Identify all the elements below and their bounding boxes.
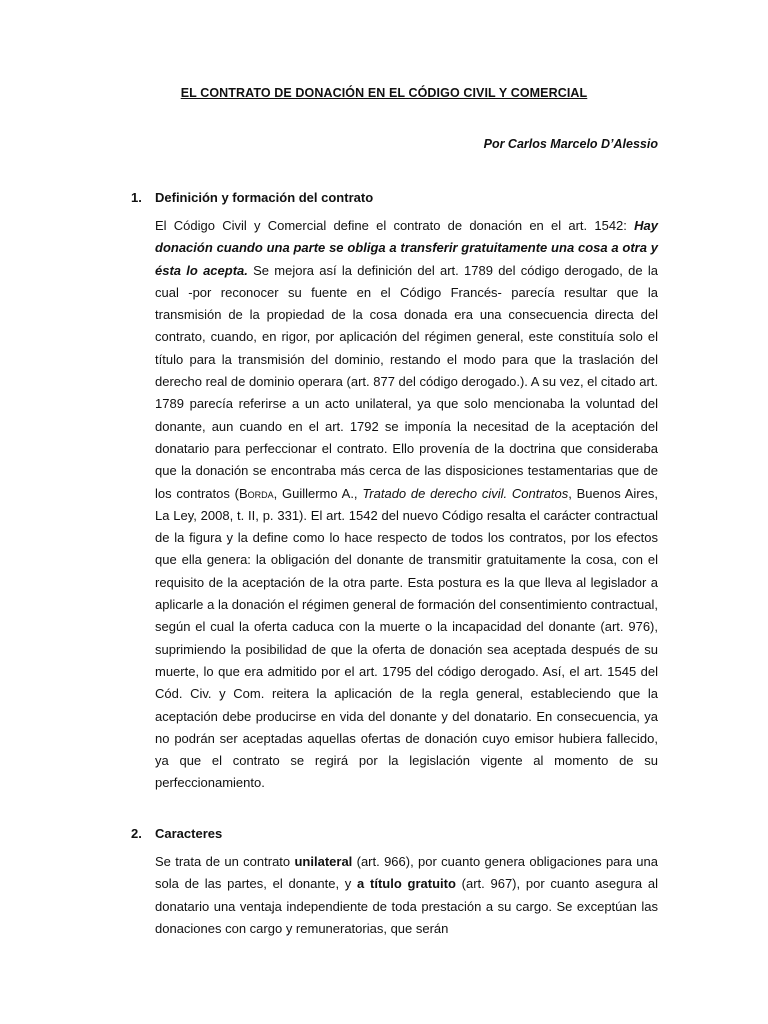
- section-title: Caracteres: [155, 826, 223, 841]
- paragraph-text: El Código Civil y Comercial define el contrato de donación en el art. 1542:: [155, 218, 635, 233]
- section-paragraph-2: [155, 851, 658, 940]
- paragraph-text: (art. 967), por cuanto asegura al donatario una ventaja independiente de toda prestación a su cargo. Se exceptúan las donaciones con cargo y remuneratorias, que serán: [155, 876, 658, 936]
- citation-author: Borda: [238, 485, 274, 501]
- document-title: EL CONTRATO DE DONACIÓN EN EL CÓDIGO CIVIL Y COMERCIAL: [180, 86, 588, 100]
- citation-work-title: Tratado de derecho civil. Contratos: [362, 485, 569, 501]
- section-heading-2: [131, 826, 222, 841]
- paragraph-text: Se mejora así la definición del art. 1789 del código derogado, de la cual -por reconocer su fuente en el Código Francés- parecía resultar que la transmisión de la propiedad de la cosa donada era una consecuencia directa del contrato, cuando, en rigor, por aplicación del régimen general, este constituía solo el título para la transmisión del dominio, restando el modo para que la traslación del derecho real de dominio operara (art. 877 del código derogado.). A su vez, el citado art. 1789 parecía referirse a un acto unilateral, ya que solo mencionaba la voluntad del donante, aun cuando en el art. 1792 se imponía la necesitad de la aceptación del donatario para perfeccionar el contrato. Ello provenía de la doctrina que consideraba que la donación se encontraba más cerca de las disposiciones testamentarias que de los contratos (: [155, 262, 658, 501]
- bold-term: unilateral: [294, 854, 353, 869]
- definition-quote: Hay donación cuando una parte se obliga a transferir gratuitamente una cosa a otra y ésta lo acepta.: [155, 218, 658, 278]
- bold-term: a título gratuito: [357, 876, 456, 892]
- section-paragraph-1: [155, 215, 658, 795]
- paragraph-text: (art. 966), por cuanto genera obligaciones para una sola de las partes, el donante, y: [155, 854, 658, 892]
- paragraph-text: , Guillermo A.,: [273, 485, 363, 501]
- paragraph-text: Se trata de un contrato: [155, 854, 295, 869]
- section-number: 2.: [131, 826, 142, 841]
- paragraph-text: , Buenos Aires, La Ley, 2008, t. II, p. 331). El art. 1542 del nuevo Código resalta el carácter contractual de la figura y la define como lo hace respecto de todos los contratos, por los efectos que ella genera: la obligación del donante de transmitir gratuitamente la cosa, con el requisito de la aceptación de la otra parte. Esta postura es la que lleva al legislador a aplicarle a la donación el régimen general de formación del consentimiento contractual, según el cual la oferta caduca con la muerte o la incapacidad del donante (art. 976), suprimiendo la posibilidad de que la oferta de donación sea aceptada después de su muerte, lo que era admitido por el art. 1795 del código derogado. Así, el art. 1545 del Cód. Civ. y Com. reitera la aplicación de la regla general, estableciendo que la aceptación debe producirse en vida del donante y del donatario. En consecuencia, ya no podrán ser aceptadas aquellas ofertas de donación cuyo emisor hubiera fallecido, ya que el contrato se regirá por la legislación vigente al momento de su perfeccionamiento.: [155, 485, 658, 791]
- section-title: Definición y formación del contrato: [155, 190, 374, 205]
- author-line: Por Carlos Marcelo D’Alessio: [483, 137, 658, 151]
- section-number: 1.: [131, 190, 142, 205]
- section-heading-1: [131, 190, 373, 205]
